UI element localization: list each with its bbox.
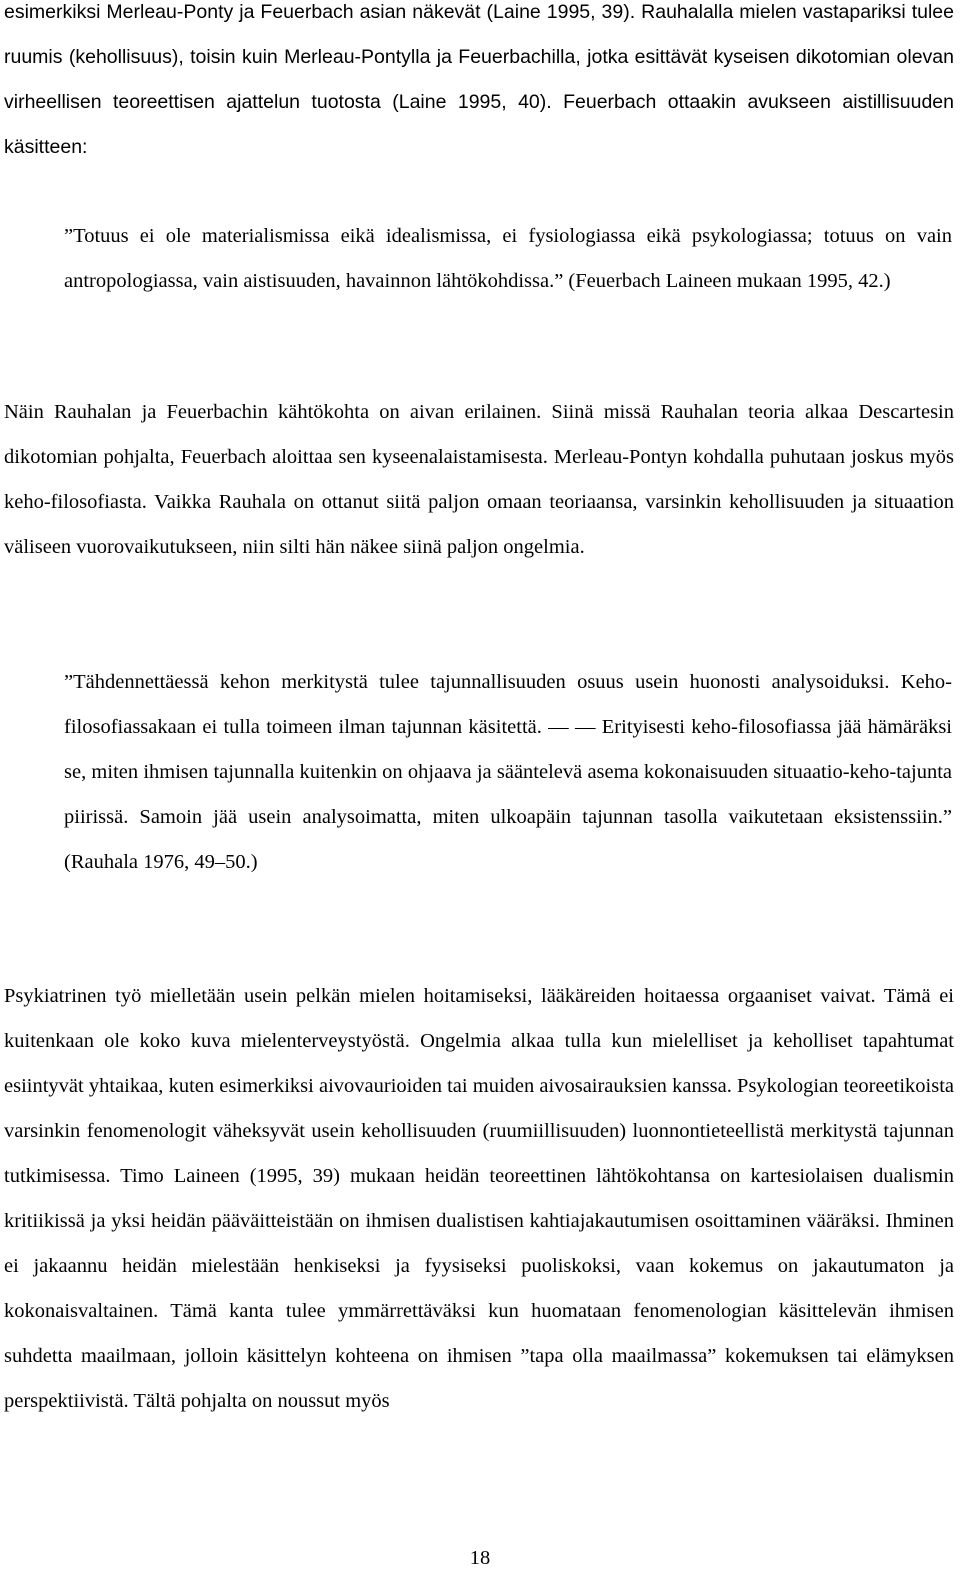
paragraph-intro: esimerkiksi Merleau-Ponty ja Feuerbach asian näkevät (Laine 1995, 39). Rauhalalla mielen vastapariksi tulee ruumis (kehollisuus), toisin kuin Merleau-Pontylla ja Feuerbachilla, jotka esittävät kyseisen dikotomian olevan virheellisen teoreettisen ajattelun tuotosta (Laine 1995, 40). Feuerbach ottaakin avukseen aistillisuuden käsitteen:	[4, 1, 954, 158]
paragraph-psychiatric-work: Psykiatrinen työ mielletään usein pelkän mielen hoitamiseksi, lääkäreiden hoitaessa orgaaniset vaivat. Tämä ei kuitenkaan ole koko kuva mielenterveystyöstä. Ongelmia alkaa tulla kun mielelliset ja keholliset tapahtumat esiintyvät yhtaikaa, kuten esimerkiksi aivovaurioiden tai muiden aivosairauksien kanssa. Psykologian teoreetikoista varsinkin fenomenologit väheksyvät usein kehollisuuden (ruumiillisuuden) luonnontieteellistä merkitystä tajunnan tutkimisessa. Timo Laineen (1995, 39) mukaan heidän teoreettinen lähtökohtansa on kartesiolaisen dualismin kritiikissä ja yksi heidän pääväitteistään on ihmisen dualistisen kahtiajakautumisen osoittaminen vääräksi. Ihminen ei jakaannu heidän mielestään henkiseksi ja fyysiseksi puoliskoksi, vaan kokemus on jakautumaton ja kokonaisvaltainen. Tämä kanta tulee ymmärrettäväksi kun huomataan fenomenologian käsittelevän ihmisen suhdetta maailmaan, jolloin käsittelyn kohteena on ihmisen ”tapa olla maailmassa” kokemuksen tai elämyksen perspektiivistä. Tältä pohjalta on noussut myös	[4, 985, 954, 1412]
page-number: 18	[469, 1547, 491, 1569]
block-quote-feuerbach: ”Totuus ei ole materialismissa eikä idealismissa, ei fysiologiassa eikä psykologiassa; totuus on vain antropologiassa, vain aistisuuden, havainnon lähtökohdissa.” (Feuerbach Laineen mukaan 1995, 42.)	[64, 225, 952, 292]
paragraph-comparison: Näin Rauhalan ja Feuerbachin kähtökohta on aivan erilainen. Siinä missä Rauhalan teoria alkaa Descartesin dikotomian pohjalta, Feuerbach aloittaa sen kyseenalaistamisesta. Merleau-Pontyn kohdalla puhutaan joskus myös keho-filosofiasta. Vaikka Rauhala on ottanut siitä paljon omaan teoriaansa, varsinkin kehollisuuden ja situaation väliseen vuorovaikutukseen, niin silti hän näkee siinä paljon ongelmia.	[4, 401, 954, 558]
block-quote-rauhala: ”Tähdennettäessä kehon merkitystä tulee tajunnallisuuden osuus usein huonosti analysoiduksi. Keho-filosofiassakaan ei tulla toimeen ilman tajunnan käsitettä. — — Erityisesti keho-filosofiassa jää hämäräksi se, miten ihmisen tajunnalla kuitenkin on ohjaava ja sääntelevä asema kokonaisuuden situaatio-keho-tajunta piirissä. Samoin jää usein analysoimatta, miten ulkoapäin tajunnan tasolla vaikutetaan eksistenssiin.” (Rauhala 1976, 49–50.)	[64, 671, 952, 873]
